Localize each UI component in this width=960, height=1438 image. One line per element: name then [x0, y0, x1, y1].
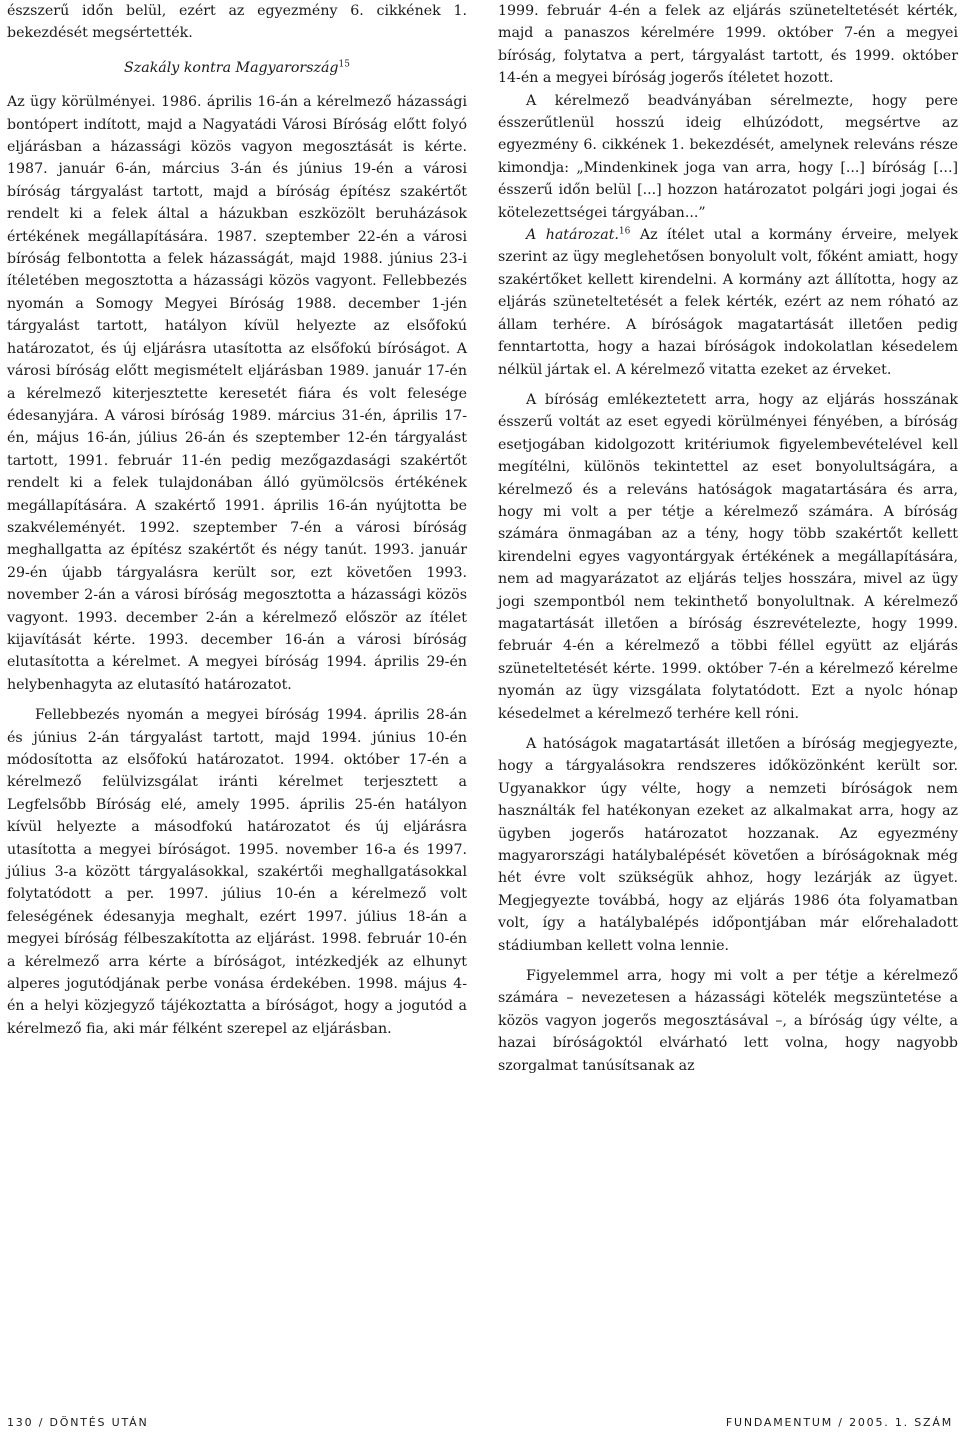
paragraph-body: Az ítélet utal a kormány érveire, melyek szerint az ügy meglehetősen bonyolult volt, főként amiatt, hogy szakértőket kellett kirendelni. A kormány azt állította, hogy az eljárás szüneteltetését a felek kérték, ezért az nem róható az állam terhére. A bíróságok magatartását illetően pedig fenntartotta, hogy a hazai bíróságok indokolatlan késedelem nélkül jártak el. A kérelmező vitatta ezeket az érveket. — [498, 227, 958, 378]
paragraph — [498, 224, 958, 381]
right-column — [498, 0, 958, 1077]
paragraph — [7, 91, 467, 696]
paragraph: észszerű időn belül, ezért az egyezmény 6. cikkének 1. bekezdését megsértették. — [7, 3, 467, 42]
footer-journal-info: FUNDAMENTUM / 2005. 1. SZÁM — [725, 1416, 953, 1429]
paragraph: A kérelmező beadványában sérelmezte, hogy pere ésszerűtlenül hosszú ideig elhúzódott, megsértve az egyezmény 6. cikkének 1. bekezdését, amelynek releváns része kimondja: „Mindenkinek joga van arra, hogy [...] bíróság [...] ésszerű időn belül [...] hozzon határozatot polgári jogi jogai és kötelezettségei tárgyában...” — [498, 92, 958, 221]
paragraph: Fellebbezés nyomán a megyei bíróság 1994. április 28-án és június 2-án tárgyalást tartott, majd 1994. június 10-én módosította az elsőfokú határozatot. 1994. október 17-én a kérelmező felülvizsgálat iránti kérelmet terjesztett a Legfelsőbb Bíróság elé, amely 1995. április 25-én hatályon kívül helyezte a másodfokú határozatot és új eljárásra utasította a megyei bíróságot. 1995. november 16-a és 1997. július 3-a között tárgyalásokkal, szakértői meghallgatásokkal folytatódott a per. 1997. július 10-én a kérelmező volt feleségének édesanyja meghalt, ezért 1997. július 18-án a megyei bíróság félbeszakította az eljárást. 1998. február 10-én a kérelmező arra kérte a bíróságot, intézkedjék az elhunyt alperes jogutódjának perbe vonása érdekében. 1998. május 4-én a helyi közjegyző tájékoztatta a bíróságot, hogy a jogutód a kérelmező fia, aki már félként szerepel az eljárásban. — [7, 707, 467, 1037]
paragraph-body: 1986. április 16-án a kérelmező házassági bontópert indított, majd a Nagyatádi Városi Bíróság előtt folyó eljárásban a házassági közös vagyon megosztását is kérte. 1987. január 6-án, március 3-án és június 19-én a városi bíróság tárgyalást tartott, majd a bíróság építész szakértőt rendelt ki a felek által a házukban eszközölt beruházások értékének megállapítására. 1987. szeptember 22-én a városi bíróság felbontotta a felek házasságát, majd 1988. június 23-i ítéletében megosztotta a házassági közös vagyont. Fellebbezés nyomán a Somogy Megyei Bíróság 1988. december 1-jén tárgyalást tartott, hatályon kívül helyezte az elsőfokú határozatot, és új eljárásra utasította az elsőfokú bíróságot. A városi bíróság előtt megismételt eljárásban 1989. január 17-én a kérelmező kiterjesztette keresetét fiára és volt felesége édesanyjára. A városi bíróság 1989. március 31-én, április 17-én, május 16-án, július 26-án és szeptember 12-én tárgyalást tartott, 1991. február 11-én pedig mezőgazdasági szakértőt rendelt ki a felek tulajdonában álló gyümölcsös értékének megállapítására. A szakértő 1991. április 16-án nyújtotta be szakvéleményét. 1992. szeptember 7-én a városi bíróság meghallgatta az építész szakértőt és négy tanút. 1993. január 29-én újabb tárgyalásra került sor, ezt követően 1993. november 2-án a városi bíróság megosztotta a házassági közös vagyont. 1993. december 2-án a kérelmező először az ítélet kijavítását kérte. 1993. december 16-án a városi bíróság elutasította a kérelmet. A megyei bíróság 1994. április 29-én helybenhagyta az elutasító határozatot. — [7, 94, 467, 693]
footnote-ref: 15 — [338, 59, 350, 70]
footer-page-info: 130 / DÖNTÉS UTÁN — [7, 1416, 149, 1429]
paragraph: Figyelemmel arra, hogy mi volt a per tétje a kérelmező számára – nevezetesen a házassági kötelék megszüntetése a közös vagyon jogerős megosztásával –, a bíróság úgy vélte, a hazai bíróságoktól elvárható lett volna, hogy nagyobb szorgalmat tanúsítsanak az — [498, 968, 958, 1074]
paragraph: A hatóságok magatartását illetően a bíróság megjegyezte, hogy a tárgyalásokra rendszeres időközönként került sor. Ugyanakkor úgy vélte, hogy a nemzeti bíróságok nem használták fel hatékonyan ezeket az alkalmakat arra, hogy az ügyben jogerős határozatot hozzanak. Az egyezmény magyarországi hatálybalépését követően a bíróságoknak még hét évre volt szükségük ahhoz, hogy lezárják az ügyet. Megjegyezte továbbá, hogy az eljárás 1986 óta folyamatban volt, így a hatálybalépés időpontjában már előrehaladott stádiumban kellett volna lennie. — [498, 736, 958, 954]
case-title: Szakály kontra Magyarország — [124, 59, 339, 76]
footnote-ref: 16 — [618, 226, 631, 237]
paragraph: 1999. február 4-én a felek az eljárás szüneteltetését kérték, majd a panaszos kérelmére 1999. október 7-én a megyei bíróság, folytatva a pert, tárgyalást tartott, és 1999. október 14-én a megyei bíróság jogerős ítéletet hozott. — [498, 3, 958, 87]
left-column — [7, 0, 467, 1040]
section-label: Az ügy körülményei. — [7, 94, 156, 111]
case-heading — [7, 57, 467, 79]
paragraph: A bíróság emlékeztetett arra, hogy az eljárás hosszának ésszerű voltát az eset egyedi körülményei fényében, a bíróság esetjogában kidolgozott kritériumok figyelembevételével kell megítélni, különös tekintettel az eset bonyolultságára, a kérelmező és a releváns hatóságok magatartására és arra, hogy mi volt a per tétje a kérelmező számára. A bíróság számára önmagában az a tény, hogy több szakértőt kellett kirendelni egyes vagyontárgyak értékének a megállapítására, nem ad magyarázatot az eljárás teljes hosszára, mivel az ügy jogi szempontból nem tekinthető bonyolultnak. A kérelmező magatartását illetően a bíróság észrevételezte, hogy 1999. február 4-én a kérelmező a többi féllel együtt az eljárás szüneteltetését kérte. 1999. október 7-én a kérelmező kérelme nyomán az ügy vizsgálata folytatódott. Ezt a nyolc hónap késedelmet a kérelmező terhére kell róni. — [498, 391, 958, 722]
section-label: A határozat. — [526, 227, 619, 244]
